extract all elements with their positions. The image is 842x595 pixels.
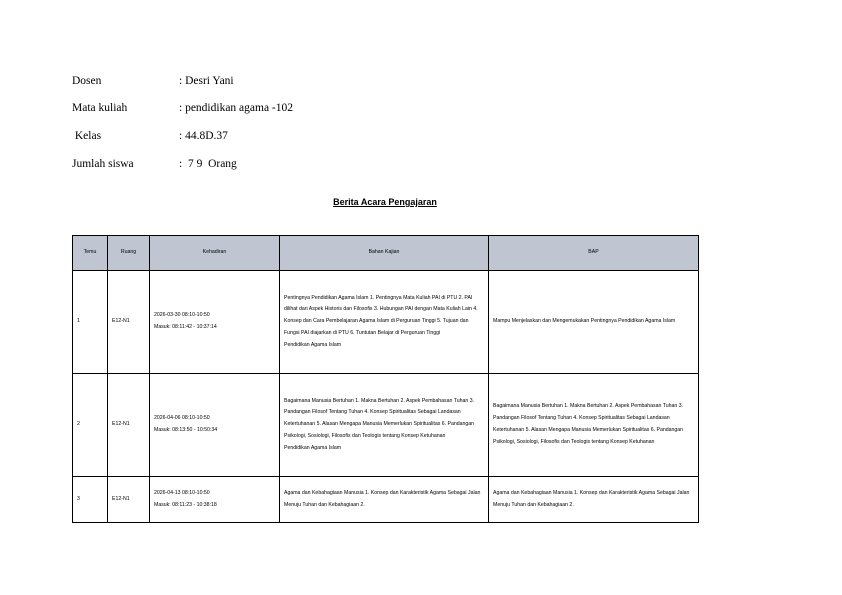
bahan-text: Bagaimana Manusia Bertuhan 1. Makna Bertuhan 2. Aspek Pembahasan Tuhan 3. Pandangan Filosof Tentang Tuhan 4. Konsep Spiritualitas Sebagai Landasan Ketertuhanan 5. Alasan Mengapa Manusia Memerlukan Spiritualitas 6. Pandangan Psikologi, Sosiologi, Filosofis dan Teologis tentang Konsep Ketuhanan [284, 397, 475, 439]
bahan-text: Pentingnya Pendidikan Agama Islam 1. Pentingnya Mata Kuliah PAI di PTU 2. PAI dilihat dari Aspek Historis dan Filosofis 3. Hubungan PAI dengan Mata Kuliah Lain 4. Konsep dan Cara Pembelajaran Agama Islam di Perguruan Tinggi 5. Tujuan dan Fungsi PAI diajarkan di PTU 6. Tuntutan Belajar di Perguruan Tinggi [284, 294, 478, 336]
cell-kehadiran [150, 271, 280, 374]
header-bahan-kajian: Bahan Kajian [280, 236, 489, 271]
cell-bahan-kajian [280, 271, 489, 374]
bahan-note: Pendidikan Agama Islam [284, 341, 342, 348]
table-row [73, 374, 699, 477]
kehadiran-masuk: Masuk: 08:11:23 - 10:38:18 [154, 501, 217, 508]
kehadiran-date: 2026-04-06 08:10-10:50 [154, 415, 210, 422]
cell-temu: 1 [73, 271, 108, 374]
cell-ruang: E12-N1 [108, 271, 150, 374]
cell-bahan-kajian: Agama dan Kebahagiaan Manusia 1. Konsep dan Karakteristik Agama Sebagai Jalan Menuju Tuhan dan Kebahagiaan 2. [280, 477, 489, 523]
cell-kehadiran [150, 374, 280, 477]
cell-bap: Bagaimana Manusia Bertuhan 1. Makna Bertuhan 2. Aspek Pembahasan Tuhan 3. Pandangan Filosof Tentang Tuhan 4. Konsep Spiritualitas Sebagai Landasan Ketertuhanan 5. Alasan Mengapa Manusia Memerlukan Spiritualitas 6. Pandangan Psikologi, Sosiologi, Filosofis dan Teologis tentang Konsep Ketuhanan [489, 374, 699, 477]
header-temu: Temu [73, 236, 108, 271]
cell-temu: 2 [73, 374, 108, 477]
dosen-label: Dosen [72, 75, 102, 87]
bahan-note: Pendidikan Agama Islam [284, 444, 342, 451]
kehadiran-masuk: Masuk: 08:13:50 - 10:50:34 [154, 427, 218, 433]
dosen-value: : Desri Yani [179, 75, 234, 87]
table-row [73, 477, 699, 523]
mata-kuliah-value: : pendidikan agama -102 [179, 102, 294, 114]
kelas-value: : 44.8D.37 [179, 130, 228, 142]
jumlah-siswa-label: Jumlah siswa [72, 158, 134, 170]
mata-kuliah-label: Mata kuliah [72, 102, 128, 114]
cell-ruang: E12-N1 [108, 374, 150, 477]
cell-bahan-kajian [280, 374, 489, 477]
cell-bap: Agama dan Kebahagiaan Manusia 1. Konsep dan Karakteristik Agama Sebagai Jalan Menuju Tuhan dan Kebahagiaan 2. [489, 477, 699, 523]
header-bap: BAP [489, 236, 699, 271]
kelas-label: Kelas [72, 130, 102, 142]
kehadiran-date: 2026-03-30 08:10-10:50 [154, 312, 210, 319]
bap-table [72, 235, 699, 523]
cell-kehadiran [150, 477, 280, 523]
cell-temu: 3 [73, 477, 108, 523]
header-ruang: Ruang [108, 236, 150, 271]
document-title: Berita Acara Pengajaran [333, 197, 437, 207]
jumlah-siswa-value: : 7 9 Orang [179, 158, 237, 170]
kehadiran-date: 2026-04-13 08:10-10:50 [154, 489, 210, 496]
kehadiran-masuk: Masuk: 08:11:42 - 10:37:14 [154, 324, 217, 330]
table-header-row [73, 236, 699, 271]
table-row [73, 271, 699, 374]
cell-bap: Mampu Menjelaskan dan Mengemukakan Pentingnya Pendidikan Agama Islam [489, 271, 699, 374]
header-kehadiran: Kehadiran [150, 236, 280, 271]
cell-ruang: E12-N1 [108, 477, 150, 523]
